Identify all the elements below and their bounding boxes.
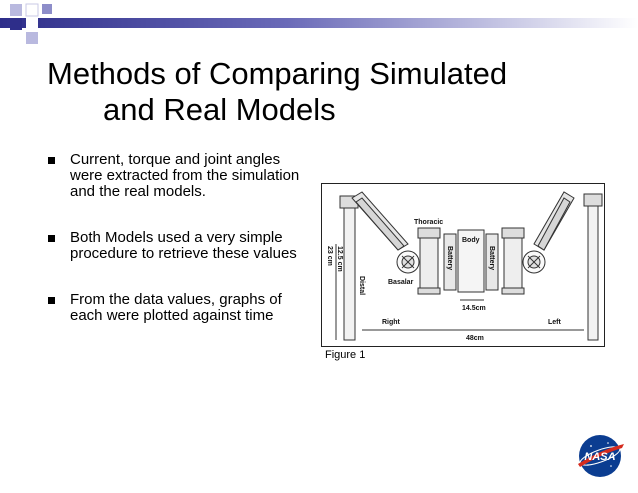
label-thoracic: Thoracic bbox=[414, 219, 444, 226]
label-body: Body bbox=[462, 237, 480, 244]
bullet-text: Current, torque and joint angles were extracted from the simulation and the real models. bbox=[70, 151, 300, 200]
figure-caption: Figure 1 bbox=[325, 349, 366, 361]
bullet-item bbox=[48, 292, 310, 324]
label-right: Right bbox=[382, 319, 400, 326]
robot-schematic-drawing bbox=[322, 184, 604, 346]
nasa-logo-text: NASA bbox=[584, 451, 616, 463]
title-line-2: and Real Models bbox=[103, 92, 336, 127]
label-dim-48: 48cm bbox=[466, 335, 484, 342]
label-battery-left: Battery bbox=[446, 246, 453, 271]
label-battery-right: Battery bbox=[488, 246, 495, 271]
label-dim-14-5: 14.5cm bbox=[462, 305, 486, 312]
bullet-square-icon bbox=[48, 297, 55, 304]
nasa-logo-icon bbox=[574, 432, 626, 480]
label-left: Left bbox=[548, 319, 561, 326]
header-decoration bbox=[0, 0, 638, 46]
robot-schematic-figure bbox=[321, 183, 605, 347]
label-dim-23: 23 cm bbox=[326, 246, 333, 266]
label-dim-12-5: 12.5 cm bbox=[336, 246, 343, 272]
bullet-list bbox=[48, 152, 310, 354]
bullet-square-icon bbox=[48, 235, 55, 242]
slide-title bbox=[47, 56, 607, 128]
bullet-square-icon bbox=[48, 157, 55, 164]
bullet-item bbox=[48, 230, 310, 262]
label-distal: Distal bbox=[358, 276, 365, 296]
bullet-text: Both Models used a very simple procedure to retrieve these values bbox=[70, 229, 297, 262]
label-basalar: Basalar bbox=[388, 279, 414, 286]
bullet-text: From the data values, graphs of each were plotted against time bbox=[70, 291, 282, 324]
title-line-1: Methods of Comparing Simulated bbox=[47, 56, 508, 91]
bullet-item bbox=[48, 152, 310, 200]
